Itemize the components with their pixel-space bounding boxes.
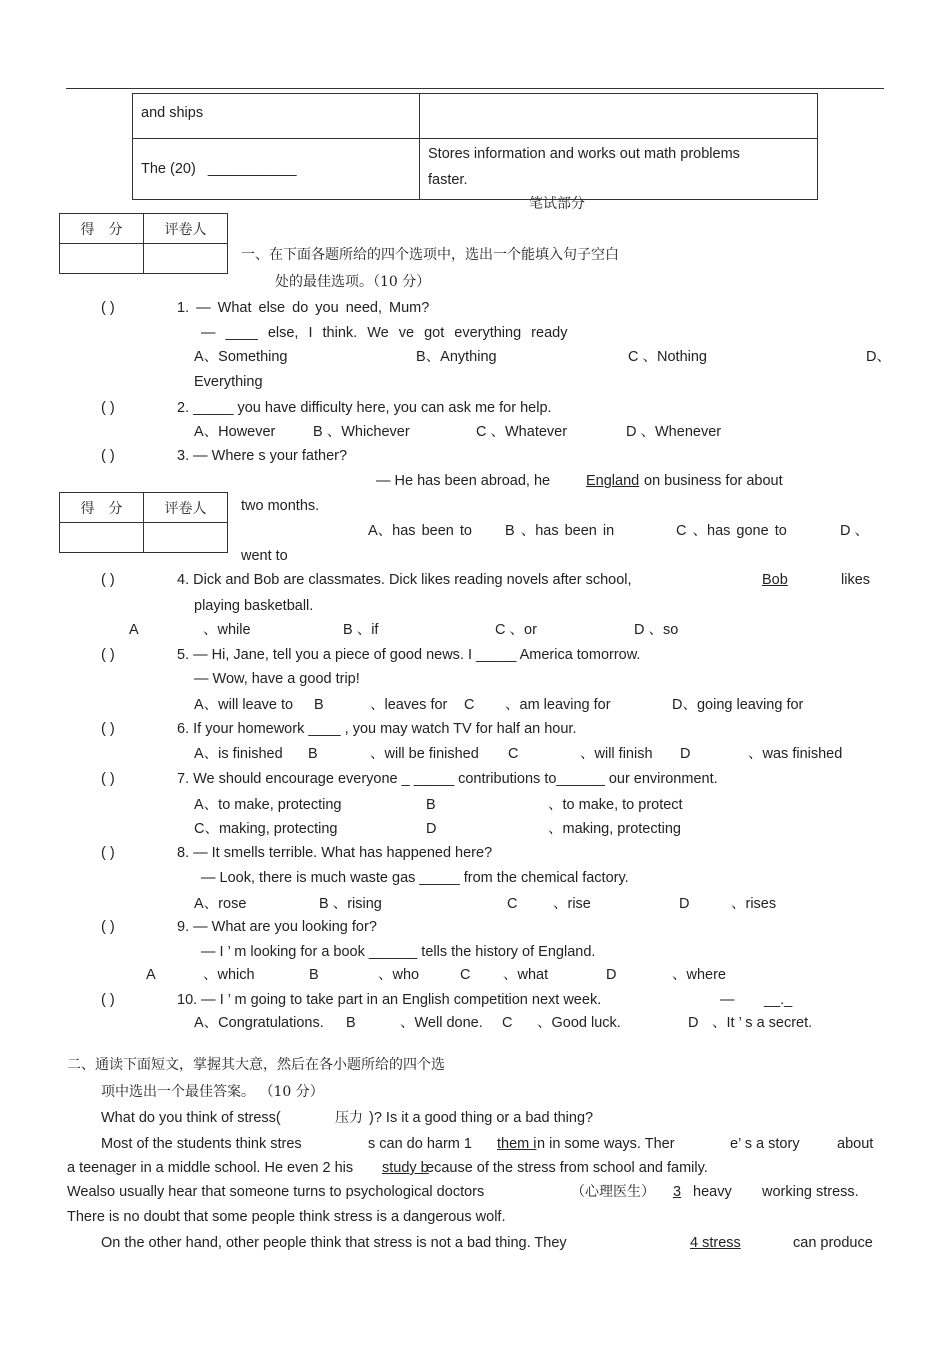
- option-b[interactable]: B 、rising: [319, 896, 382, 912]
- passage-text: s can do harm 1: [368, 1136, 472, 1152]
- passage-text: There is no doubt that some people think stress is a dangerous wolf.: [67, 1209, 506, 1225]
- option-b-text: 、to make, to protect: [548, 797, 683, 813]
- part2-heading: 二、通读下面短文，掌握其大意，然后在各小题所给的四个选: [67, 1057, 445, 1073]
- passage-text: n in some ways. Ther: [537, 1136, 675, 1152]
- answer-paren[interactable]: ( ): [101, 919, 115, 935]
- table-text: and ships: [141, 105, 204, 121]
- option-a[interactable]: A、will leave to: [194, 697, 294, 713]
- passage-text: ecause of the stress from school and family.: [426, 1160, 708, 1176]
- option-a[interactable]: A、rose: [194, 896, 247, 912]
- part1-heading: 一、在下面各题所给的四个选项中，选出一个能填入句子空白: [241, 247, 619, 263]
- table-text: faster.: [428, 172, 468, 188]
- table-cell: [420, 94, 818, 139]
- option-c-text: 、will finish: [580, 746, 653, 762]
- question-line: playing basketball.: [194, 598, 314, 614]
- option-b[interactable]: B 、has been in: [505, 523, 615, 539]
- option-c[interactable]: C: [460, 967, 471, 983]
- passage-text: heavy: [693, 1184, 732, 1200]
- option-b[interactable]: B: [308, 746, 318, 762]
- part1-heading-2: 处的最佳选项。（10 分）: [275, 274, 431, 290]
- option-c-text: 、what: [503, 967, 549, 983]
- passage-text: （心理医生）: [571, 1184, 655, 1200]
- option-c[interactable]: C: [464, 697, 475, 713]
- option-d[interactable]: D: [688, 1015, 699, 1031]
- answer-blank: ___________: [207, 161, 297, 177]
- option-c[interactable]: C 、has gone to: [676, 523, 787, 539]
- grader-cell[interactable]: [144, 523, 228, 553]
- score-box: [59, 492, 228, 553]
- question-line: — ____ else, I think. We ve got everything ready: [201, 325, 568, 341]
- option-d[interactable]: D 、Whenever: [626, 424, 722, 440]
- question-stem: 7. We should encourage everyone _ _____ contributions to______ our environment.: [177, 771, 718, 787]
- option-d[interactable]: D: [679, 896, 690, 912]
- option-b[interactable]: B、Anything: [416, 349, 497, 365]
- continued-table: [132, 93, 818, 200]
- passage-text: Wealso usually hear that someone turns to psychological doctors: [67, 1184, 485, 1200]
- option-c[interactable]: C、making, protecting: [194, 821, 338, 837]
- passage-text: Most of the students think stres: [101, 1136, 302, 1152]
- option-d[interactable]: D: [426, 821, 437, 837]
- option-b-text: 、Well done.: [400, 1015, 483, 1031]
- underlined-word: Bob: [762, 572, 788, 588]
- passage-text: What do you think of stress(: [101, 1110, 281, 1126]
- option-a[interactable]: A、is finished: [194, 746, 283, 762]
- score-label: 得 分: [60, 493, 144, 523]
- table-cell: [133, 94, 420, 139]
- grader-label: 评卷人: [144, 214, 228, 244]
- option-d-text: 、rises: [731, 896, 777, 912]
- option-c-text: 、rise: [553, 896, 591, 912]
- answer-paren[interactable]: ( ): [101, 845, 115, 861]
- table-cell: [133, 139, 420, 200]
- passage-text: 压力: [335, 1110, 363, 1126]
- option-b[interactable]: B: [309, 967, 319, 983]
- option-a[interactable]: A、Congratulations.: [194, 1015, 324, 1031]
- question-dash: —: [720, 992, 735, 1008]
- question-stem: 2. _____ you have difficulty here, you can ask me for help.: [177, 400, 552, 416]
- score-cell[interactable]: [60, 244, 144, 274]
- option-b[interactable]: B: [314, 697, 324, 713]
- option-d[interactable]: D: [606, 967, 617, 983]
- answer-paren[interactable]: ( ): [101, 400, 115, 416]
- answer-paren[interactable]: ( ): [101, 721, 115, 737]
- passage-underline: study b: [382, 1160, 429, 1176]
- question-line: on business for about: [644, 473, 783, 489]
- option-d[interactable]: D: [680, 746, 691, 762]
- question-line: likes: [841, 572, 871, 588]
- question-stem: 10. — I ’ m going to take part in an English competition next week.: [177, 992, 602, 1008]
- question-stem: 4. Dick and Bob are classmates. Dick likes reading novels after school,: [177, 572, 632, 588]
- passage-text: On the other hand, other people think that stress is not a bad thing. They: [101, 1235, 567, 1251]
- table-text: Stores information and works out math problems: [428, 146, 740, 162]
- option-b-text: 、will be finished: [370, 746, 479, 762]
- question-line: — He has been abroad, he: [376, 473, 551, 489]
- answer-paren[interactable]: ( ): [101, 572, 115, 588]
- passage-text: e’ s a story: [730, 1136, 800, 1152]
- option-c-text: 、Good luck.: [537, 1015, 621, 1031]
- option-c[interactable]: C: [507, 896, 518, 912]
- question-line: — I ’ m looking for a book ______ tells the history of England.: [201, 944, 596, 960]
- passage-text: about: [837, 1136, 874, 1152]
- option-a[interactable]: A: [146, 967, 156, 983]
- option-b[interactable]: B: [346, 1015, 356, 1031]
- question-stem: 3. — Where s your father?: [177, 448, 348, 464]
- passage-text: can produce: [793, 1235, 873, 1251]
- answer-paren[interactable]: ( ): [101, 448, 115, 464]
- option-c[interactable]: C 、Nothing: [628, 349, 707, 365]
- question-stem: 5. — Hi, Jane, tell you a piece of good news. I _____ America tomorrow.: [177, 647, 641, 663]
- option-a[interactable]: A、has been to: [368, 523, 472, 539]
- passage-underline: 3: [673, 1184, 682, 1200]
- question-line: — Look, there is much waste gas _____ from the chemical factory.: [201, 870, 629, 886]
- grader-label: 评卷人: [144, 493, 228, 523]
- section-title: 笔试部分: [529, 196, 585, 212]
- option-a-text: 、which: [203, 967, 255, 983]
- passage-underline: 4 stress: [690, 1235, 741, 1251]
- passage-text: a teenager in a middle school. He even 2 his: [67, 1160, 354, 1176]
- answer-paren[interactable]: ( ): [101, 992, 115, 1008]
- option-d-text: 、making, protecting: [548, 821, 681, 837]
- option-a[interactable]: A、to make, protecting: [194, 797, 342, 813]
- option-d-text: went to: [241, 548, 288, 564]
- table-cell: [420, 139, 818, 200]
- answer-paren[interactable]: ( ): [101, 771, 115, 787]
- option-d-text: Everything: [194, 374, 263, 390]
- question-line: two months.: [241, 498, 320, 514]
- option-d-text: 、It ’ s a secret.: [712, 1015, 813, 1031]
- option-a[interactable]: A: [129, 622, 139, 638]
- underlined-word: England: [586, 473, 640, 489]
- option-b[interactable]: B 、Whichever: [313, 424, 410, 440]
- option-d-text: 、where: [672, 967, 726, 983]
- passage-text: )? Is it a good thing or a bad thing?: [369, 1110, 594, 1126]
- option-a[interactable]: A、Something: [194, 349, 288, 365]
- passage-underline: them i: [497, 1136, 537, 1152]
- question-line: — Wow, have a good trip!: [194, 671, 360, 687]
- option-c[interactable]: C: [508, 746, 519, 762]
- question-stem: 8. — It smells terrible. What has happened here?: [177, 845, 493, 861]
- question-stem: 1. — What else do you need, Mum?: [177, 300, 430, 316]
- grader-cell[interactable]: [144, 244, 228, 274]
- option-c[interactable]: C: [502, 1015, 513, 1031]
- passage-text: working stress.: [762, 1184, 859, 1200]
- option-c[interactable]: C 、or: [495, 622, 537, 638]
- option-d[interactable]: D、: [866, 349, 891, 365]
- answer-paren[interactable]: ( ): [101, 647, 115, 663]
- option-d[interactable]: D、going leaving for: [672, 697, 804, 713]
- option-a[interactable]: A、However: [194, 424, 276, 440]
- option-b[interactable]: B: [426, 797, 436, 813]
- option-b[interactable]: B 、if: [343, 622, 379, 638]
- option-b-text: 、leaves for: [370, 697, 448, 713]
- option-c-text: 、am leaving for: [505, 697, 611, 713]
- option-b-text: 、who: [378, 967, 420, 983]
- question-stem: 6. If your homework ____ , you may watch TV for half an hour.: [177, 721, 577, 737]
- option-c[interactable]: C 、Whatever: [476, 424, 568, 440]
- score-label: 得 分: [60, 214, 144, 244]
- part2-heading-2: 项中选出一个最佳答案。 （10 分）: [101, 1084, 324, 1100]
- top-rule: [66, 88, 884, 89]
- answer-paren[interactable]: ( ): [101, 300, 115, 316]
- score-cell[interactable]: [60, 523, 144, 553]
- table-text: The (20): [141, 161, 196, 177]
- option-d-text: 、was finished: [748, 746, 843, 762]
- question-stem: 9. — What are you looking for?: [177, 919, 377, 935]
- answer-blank: __._: [764, 992, 793, 1008]
- score-box: [59, 213, 228, 274]
- option-d[interactable]: D 、so: [634, 622, 679, 638]
- option-d[interactable]: D 、: [840, 523, 869, 539]
- option-a-text: 、while: [203, 622, 251, 638]
